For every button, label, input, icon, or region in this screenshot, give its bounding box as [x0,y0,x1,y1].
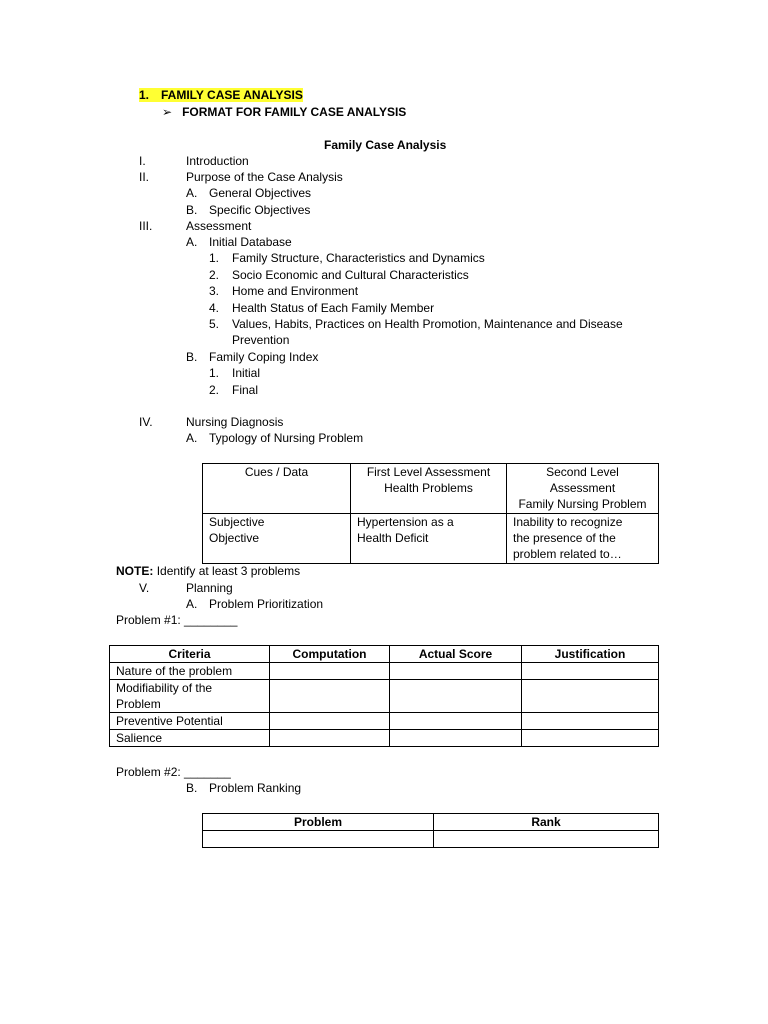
outline-num: A. [186,597,198,611]
ranking-table [202,813,659,848]
table-cell [270,680,390,713]
table-header-row [203,814,659,831]
outline-item-initial: Initial [232,366,261,380]
table-row [203,514,659,564]
related-to-text: problem related to… [513,547,622,561]
table-header-cell: Computation [270,646,390,663]
section-heading [139,87,303,103]
table-cell [390,663,522,680]
outline-num: 1. [209,251,220,265]
subheading-text: FORMAT FOR FAMILY CASE ANALYSIS [182,105,407,119]
outline-num: 2. [209,383,220,397]
table-header-cell [203,464,351,514]
table-row [110,680,659,713]
outline-item-problem-prioritization: Problem Prioritization [209,597,324,611]
outline-num: 3. [209,284,220,298]
table-header-cell: Justification [522,646,659,663]
note-text: Identify at least 3 problems [156,564,301,578]
table-cell [110,680,270,713]
inability-text: Inability to recognize [513,515,623,529]
outline-item-health-status: Health Status of Each Family Member [232,301,435,315]
outline-num: A. [186,186,198,200]
outline-num: B. [186,781,198,795]
table-cell [203,831,434,848]
outline-item-values-habits: Values, Habits, Practices on Health Promotion, Maintenance and Disease [232,317,623,331]
table-header-cell: Actual Score [390,646,522,663]
table-cell [434,831,659,848]
outline-num: V. [139,581,150,595]
table-cell [522,713,659,730]
outline-item-family-coping-index: Family Coping Index [209,350,319,364]
table-cell [390,713,522,730]
outline-item-final: Final [232,383,259,397]
table-cell: Salience [110,730,270,747]
document-title: Family Case Analysis [324,138,447,152]
table-cell [522,680,659,713]
outline-item-assessment: Assessment [186,219,252,233]
table-cell: Nature of the problem [110,663,270,680]
table-row [110,713,659,730]
table-header-cell: Rank [434,814,659,831]
presence-text: the presence of the [513,531,616,545]
table-header-cell [351,464,507,514]
heading-number: 1. [139,88,150,102]
table-cell [351,514,507,564]
table-header-row [110,646,659,663]
table-cell [522,663,659,680]
outline-item-socio-economic: Socio Economic and Cultural Characteristics [232,268,469,282]
outline-item-values-habits-cont: Prevention [232,333,290,347]
first-level-header: First Level Assessment [366,465,491,479]
outline-num: III. [139,219,153,233]
table-cell [203,514,351,564]
note [116,563,300,579]
outline-num: IV. [139,415,153,429]
table-cell: Preventive Potential [110,713,270,730]
outline-num: 5. [209,317,220,331]
health-problems-header: Health Problems [384,481,473,495]
outline-item-general-objectives: General Objectives [209,186,312,200]
subheading [162,104,406,120]
outline-item-typology: Typology of Nursing Problem [209,431,364,445]
outline-item-family-structure: Family Structure, Characteristics and Dynamics [232,251,485,265]
outline-num: 2. [209,268,220,282]
outline-item-nursing-diagnosis: Nursing Diagnosis [186,415,284,429]
second-level-header: Second Level [546,465,619,479]
outline-item-specific-objectives: Specific Objectives [209,203,311,217]
assessment-header: Assessment [549,481,616,495]
table-cell [507,514,659,564]
outline-item-initial-database: Initial Database [209,235,292,249]
family-nursing-problem-header: Family Nursing Problem [518,497,647,511]
outline-num: B. [186,203,198,217]
table-cell [270,663,390,680]
health-deficit-text: Health Deficit [357,531,429,545]
table-header-cell: Problem [203,814,434,831]
outline-num: I. [139,154,146,168]
arrow-bullet-icon: ➢ [162,105,173,119]
table-header-row [203,464,659,514]
outline-num: II. [139,170,150,184]
table-cell [270,713,390,730]
table-cell [522,730,659,747]
criteria-table [109,645,659,747]
table-cell [270,730,390,747]
subjective-text: Subjective [209,515,265,529]
modifiability-text-cont: Problem [116,697,161,711]
note-label: NOTE: [116,564,154,578]
outline-item-purpose: Purpose of the Case Analysis [186,170,343,184]
outline-num: B. [186,350,198,364]
table-cell [390,730,522,747]
outline-num: A. [186,235,198,249]
table-row [110,730,659,747]
heading-title: FAMILY CASE ANALYSIS [161,88,303,102]
problem-1-label: Problem #1: ________ [116,613,238,627]
table-header-cell: Criteria [110,646,270,663]
modifiability-text: Modifiability of the [116,681,213,695]
outline-item-home-environment: Home and Environment [232,284,359,298]
outline-num: A. [186,431,198,445]
outline-num: 1. [209,366,220,380]
cues-data-header: Cues / Data [244,465,309,479]
table-cell [390,680,522,713]
outline-num: 4. [209,301,220,315]
table-row [110,663,659,680]
outline-item-problem-ranking: Problem Ranking [209,781,302,795]
outline-item-planning: Planning [186,581,233,595]
outline-item-introduction: Introduction [186,154,249,168]
objective-text: Objective [209,531,260,545]
table-row [203,831,659,848]
typology-table [202,463,659,564]
problem-2-label: Problem #2: _______ [116,765,231,779]
hypertension-text: Hypertension as a [357,515,454,529]
table-header-cell [507,464,659,514]
